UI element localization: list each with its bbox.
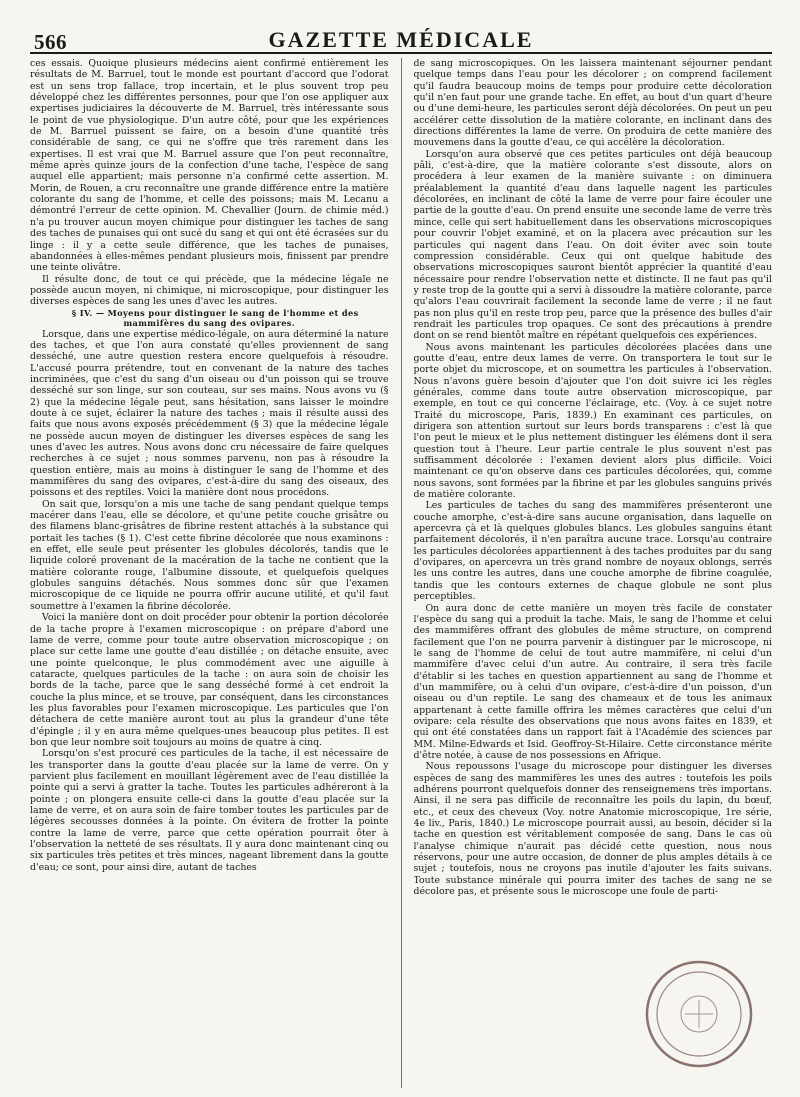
paragraph: Lorsque, dans une expertise médico-légale, on aura déterminé la nature des taches, et que l'on aura constaté qu'elles proviennent de sang desséché, une autre question restera encore quelquefois à résoudre. L'accusé pourra prétendre, tout en convenant de la nature des taches incriminées, que c'est du sang d'un oiseau ou d'un poisson qui se trouve desséché sur son linge, sur son couteau, sur ses mains. Nous avons vu (§ 2) que la médecine légale peut, sans hésitation, sans laisser le moindre doute à ce sujet, éclairer la nature des taches ; mais il résulte aussi des faits que nous avons exposés précédemment (§ 3) que la médecine légale ne possède aucun moyen de distinguer les diverses espèces de sang les unes d'avec les autres. Nous avons donc cru nécessaire de faire quelques recherches à ce sujet ; nous sommes parvenu, non pas à résoudre la question entière, mais au moins à distinguer le sang de l'homme et des mammifères du sang des ovipares, c'est-à-dire du sang des oiseaux, des poissons et des reptiles. Voici la manière dont nous procédons. <box>30 328 389 499</box>
right-column <box>414 58 773 1088</box>
paragraph: Il résulte donc, de tout ce qui précède, que la médecine légale ne possède aucun moyen, ni chimique, ni microscopique, pour distinguer les diverses espèces de sang les unes d'avec les autres. <box>30 273 389 308</box>
paragraph: On sait que, lorsqu'on a mis une tache de sang pendant quelque temps macérer dans l'eau, elle se décolore, et qu'une petite couche grisâtre ou des filamens blanc-grisâtres de fibrine restent attachés à la substance qui portait les taches (§ 1). C'est cette fibrine décolorée que nous examinons : en effet, elle seule peut présenter les globules décolorés, tandis que le liquide coloré provenant de la macération de la tache ne contient que la matière colorante rouge, l'albumine dissoute, et quelquefois quelques globules sanguins détachés. Nous sommes donc sûr que l'examen microscopique de ce liquide ne pourra offrir aucune utilité, et qu'il faut soumettre à l'examen la fibrine décolorée. <box>30 498 389 612</box>
text-columns <box>30 58 772 1088</box>
left-column <box>30 58 389 1088</box>
paragraph: Lorsqu'on s'est procuré ces particules de la tache, il est nécessaire de les transporter dans la goutte d'eau placée sur la lame de verre. On y parvient plus facilement en mouillant légèrement avec de l'eau distillée la pointe qui a servi à gratter la tache. Toutes les particules adhéreront à la pointe ; on plongera ensuite celle-ci dans la goutte d'eau placée sur la lame de verre, et on aura soin de faire tomber toutes les particules par de légères secousses données à la pointe. On évitera de frotter la pointe contre la lame de verre, parce que cette opération pourrait ôter à l'observation la netteté de ses résultats. Il y aura donc maintenant cinq ou six particules très petites et très minces, nageant librement dans la goutte d'eau; ce sont, pour ainsi dire, autant de taches <box>30 748 389 873</box>
section-heading: § IV. — Moyens pour distinguer le sang de l'homme et des mammifères du sang des ovipares. <box>71 307 359 329</box>
paragraph: Lorsqu'on aura observé que ces petites particules ont déjà beaucoup pâli, c'est-à-dire, que la matière colorante s'est dissoute, alors on procédera à leur examen de la manière suivante : on diminuera préalablement la quantité d'eau dans laquelle nagent les particules décolorées, en inclinant de côté la lame de verre pour faire écouler une partie de la goutte d'eau. On prend ensuite une seconde lame de verre très mince, celle qui sert habituellement dans les observations microscopiques pour couvrir l'objet examiné, et on la placera avec précaution sur les particules qui nagent dans l'eau. On doit éviter avec soin toute compression considérable. Ceux qui ont quelque habitude des observations microscopiques sauront bientôt apprécier la quantité d'eau nécessaire pour rendre l'observation nette et distincte. Il ne faut pas qu'il y reste trop de la goutte qui a servi à dissoudre la matière colorante, parce qu'alors l'eau couvrirait facilement la seconde lame de verre ; il ne faut pas non plus qu'il en reste trop peu, parce que la présence des bulles d'air rendrait les particules trop opaques. Ce sont des précautions à prendre dont on se rend bientôt maître en répétant quelquefois ces expériences. <box>413 148 772 342</box>
paragraph: de sang microscopiques. On les laissera maintenant séjourner pendant quelque temps dans l'eau pour les décolorer ; on comprend facilement qu'il faudra beaucoup moins de temps pour produire cette décoloration qu'il n'en faut pour une grande tache. En effet, au bout d'un quart d'heure ou d'une demi-heure, les particules seront déjà décolorées. On peut un peu accélérer cette dissolution de la matière colorante, en inclinant dans des directions différentes la lame de verre. On produira de cette manière des mouvemens dans la goutte d'eau, ce qui accélère la décoloration. <box>413 58 772 149</box>
journal-title: GAZETTE MÉDICALE <box>268 27 534 52</box>
masthead <box>30 0 772 54</box>
page-number: 566 <box>34 30 67 54</box>
library-stamp-icon <box>640 955 758 1073</box>
column-divider <box>401 58 402 1088</box>
paragraph: On aura donc de cette manière un moyen très facile de constater l'espèce du sang qui a produit la tache. Mais, le sang de l'homme et celui des mammifères offrant des globules de même structure, on comprend facilement que l'on ne pourra parvenir à distinguer par le microscope, ni le sang de l'homme de celui de tout autre mammifère, ni celui d'un mammifère d'avec celui d'un autre. Au contraire, il sera très facile d'établir si les taches en question appartiennent au sang de l'homme et d'un mammifère, ou à celui d'un ovipare, c'est-à-dire d'un poisson, d'un oiseau ou d'un reptile. Le sang des chameaux et de tous les animaux appartenant à cette famille offrira les mêmes caractères que celui d'un ovipare: cela résulte des observations que nous avons faites en 1839, et qui ont été constatées dans un rapport fait à l'Académie des sciences par MM. Milne-Edwards et Isid. Geoffroy-St-Hilaire. Cette circonstance mérite d'être notée, à cause de nos possessions en Afrique. <box>413 602 772 761</box>
paragraph: Nous repoussons l'usage du microscope pour distinguer les diverses espèces de sang des mammifères les unes des autres : toutefois les poils adhérens pourront quelquefois donner des renseignemens très importans. Ainsi, il ne sera pas difficile de reconnaître les poils du lapin, du bœuf, etc., et ceux des cheveux (Voy. notre Anatomie microscopique, 1re série, 4e liv., Paris, 1840.) Le microscope pourrait aussi, au besoin, décider si la tache en question est véritablement composée de sang. Dans le cas où l'analyse chimique n'aurait pas décidé cette question, nous nous réservons, pour une autre occasion, de donner de plus amples détails à ce sujet ; toutefois, nous ne croyons pas inutile d'ajouter les faits suivans. Toute substance minérale qui pourra imiter des taches de sang ne se décolore pas, et présente sous le microscope une foule de parti- <box>413 761 772 898</box>
paragraph: ces essais. Quoique plusieurs médecins aient confirmé entièrement les résultats de M. Barruel, tout le monde est pourtant d'accord que l'odorat est un sens trop fallace, trop incertain, et le plus souvent trop peu développé chez les différentes personnes, pour que l'on ose appliquer aux expertises judiciaires la découverte de M. Barruel, très intéressante sous le point de vue physiologique. D'un autre côté, pour que les expériences de M. Barruel puissent se faire, on a besoin d'une quantité très considérable de sang, ce qui ne s'offre que très rarement dans les expertises. Il est vrai que M. Barruel assure que l'on peut reconnaître, même après quinze jours de la confection d'une tache, l'espèce de sang auquel elle appartient; mais personne n'a confirmé cette assertion. M. Morin, de Rouen, a cru reconnaître une grande différence entre la matière colorante du sang de l'homme, et celle des poissons; mais M. Lecanu a démontré l'erreur de cette opinion. M. Chevallier (Journ. de chimie méd.) n'a pu trouver aucun moyen chimique pour distinguer les taches de sang des taches de punaises qui ont sucé du sang et qui ont été écrasées sur du linge : il y a cette seule différence, que les taches de punaises, abandonnées à elles-mêmes pendant plusieurs mois, finissent par prendre une teinte olivâtre. <box>30 58 389 274</box>
paragraph: Voici la manière dont on doit procéder pour obtenir la portion décolorée de la tache propre à l'examen microscopique : on prépare d'abord une lame de verre, comme pour toute autre observation microscopique ; on place sur cette lame une goutte d'eau distillée ; on détache ensuite, avec une pointe quelconque, le plus commodément avec une aiguille à cataracte, quelques particules de la tache : on aura soin de choisir les bords de la tache, parce que le sang desséché formé à cet endroit la couche la plus mince, et se trouve, par conséquent, dans les circonstances les plus favorables pour l'examen microscopique. Les particules que l'on détachera de cette manière auront tout au plus la grandeur d'une tête d'épingle ; il y en aura même quelques-unes beaucoup plus petites. Il est bon que leur nombre soit toujours au moins de quatre à cinq. <box>30 612 389 748</box>
paragraph: Les particules de taches du sang des mammifères présenteront une couche amorphe, c'est-à-dire sans aucune organisation, dans laquelle on apercevra çà et là quelques globules blancs. Les globules sanguins étant parfaitement décolorés, il n'en paraîtra aucune trace. Lorsqu'au contraire les particules décolorées appartiennent à des taches produites par du sang d'ovipares, on apercevra un très grand nombre de noyaux oblongs, serrés les uns contre les autres, dans une couche amorphe de fibrine coagulée, tandis que les contours externes de chaque globule ne sont plus perceptibles. <box>413 500 772 603</box>
paragraph: Nous avons maintenant les particules décolorées placées dans une goutte d'eau, entre deux lames de verre. On transportera le tout sur le porte objet du microscope, et on soumettra les particules à l'observation. Nous n'avons guère besoin d'ajouter que l'on doit suivre ici les règles générales, comme dans toute autre observation microscopique, par exemple, en tout ce qui concerne l'éclairage, etc. (Voy. à ce sujet notre Traité du microscope, Paris, 1839.) En examinant ces particules, on dirigera son attention surtout sur leurs bords transparens : c'est là que l'on peut le mieux et le plus nettement distinguer les élémens dont il sera question tout à l'heure. Leur partie centrale le plus souvent n'est pas suffisamment décolorée : l'examen devient alors plus difficile. Voici maintenant ce qu'on observe dans ces particules décolorées, qui, comme nous savons, sont formées par la fibrine et par les globules sanguins privés de matière colorante. <box>413 341 772 501</box>
